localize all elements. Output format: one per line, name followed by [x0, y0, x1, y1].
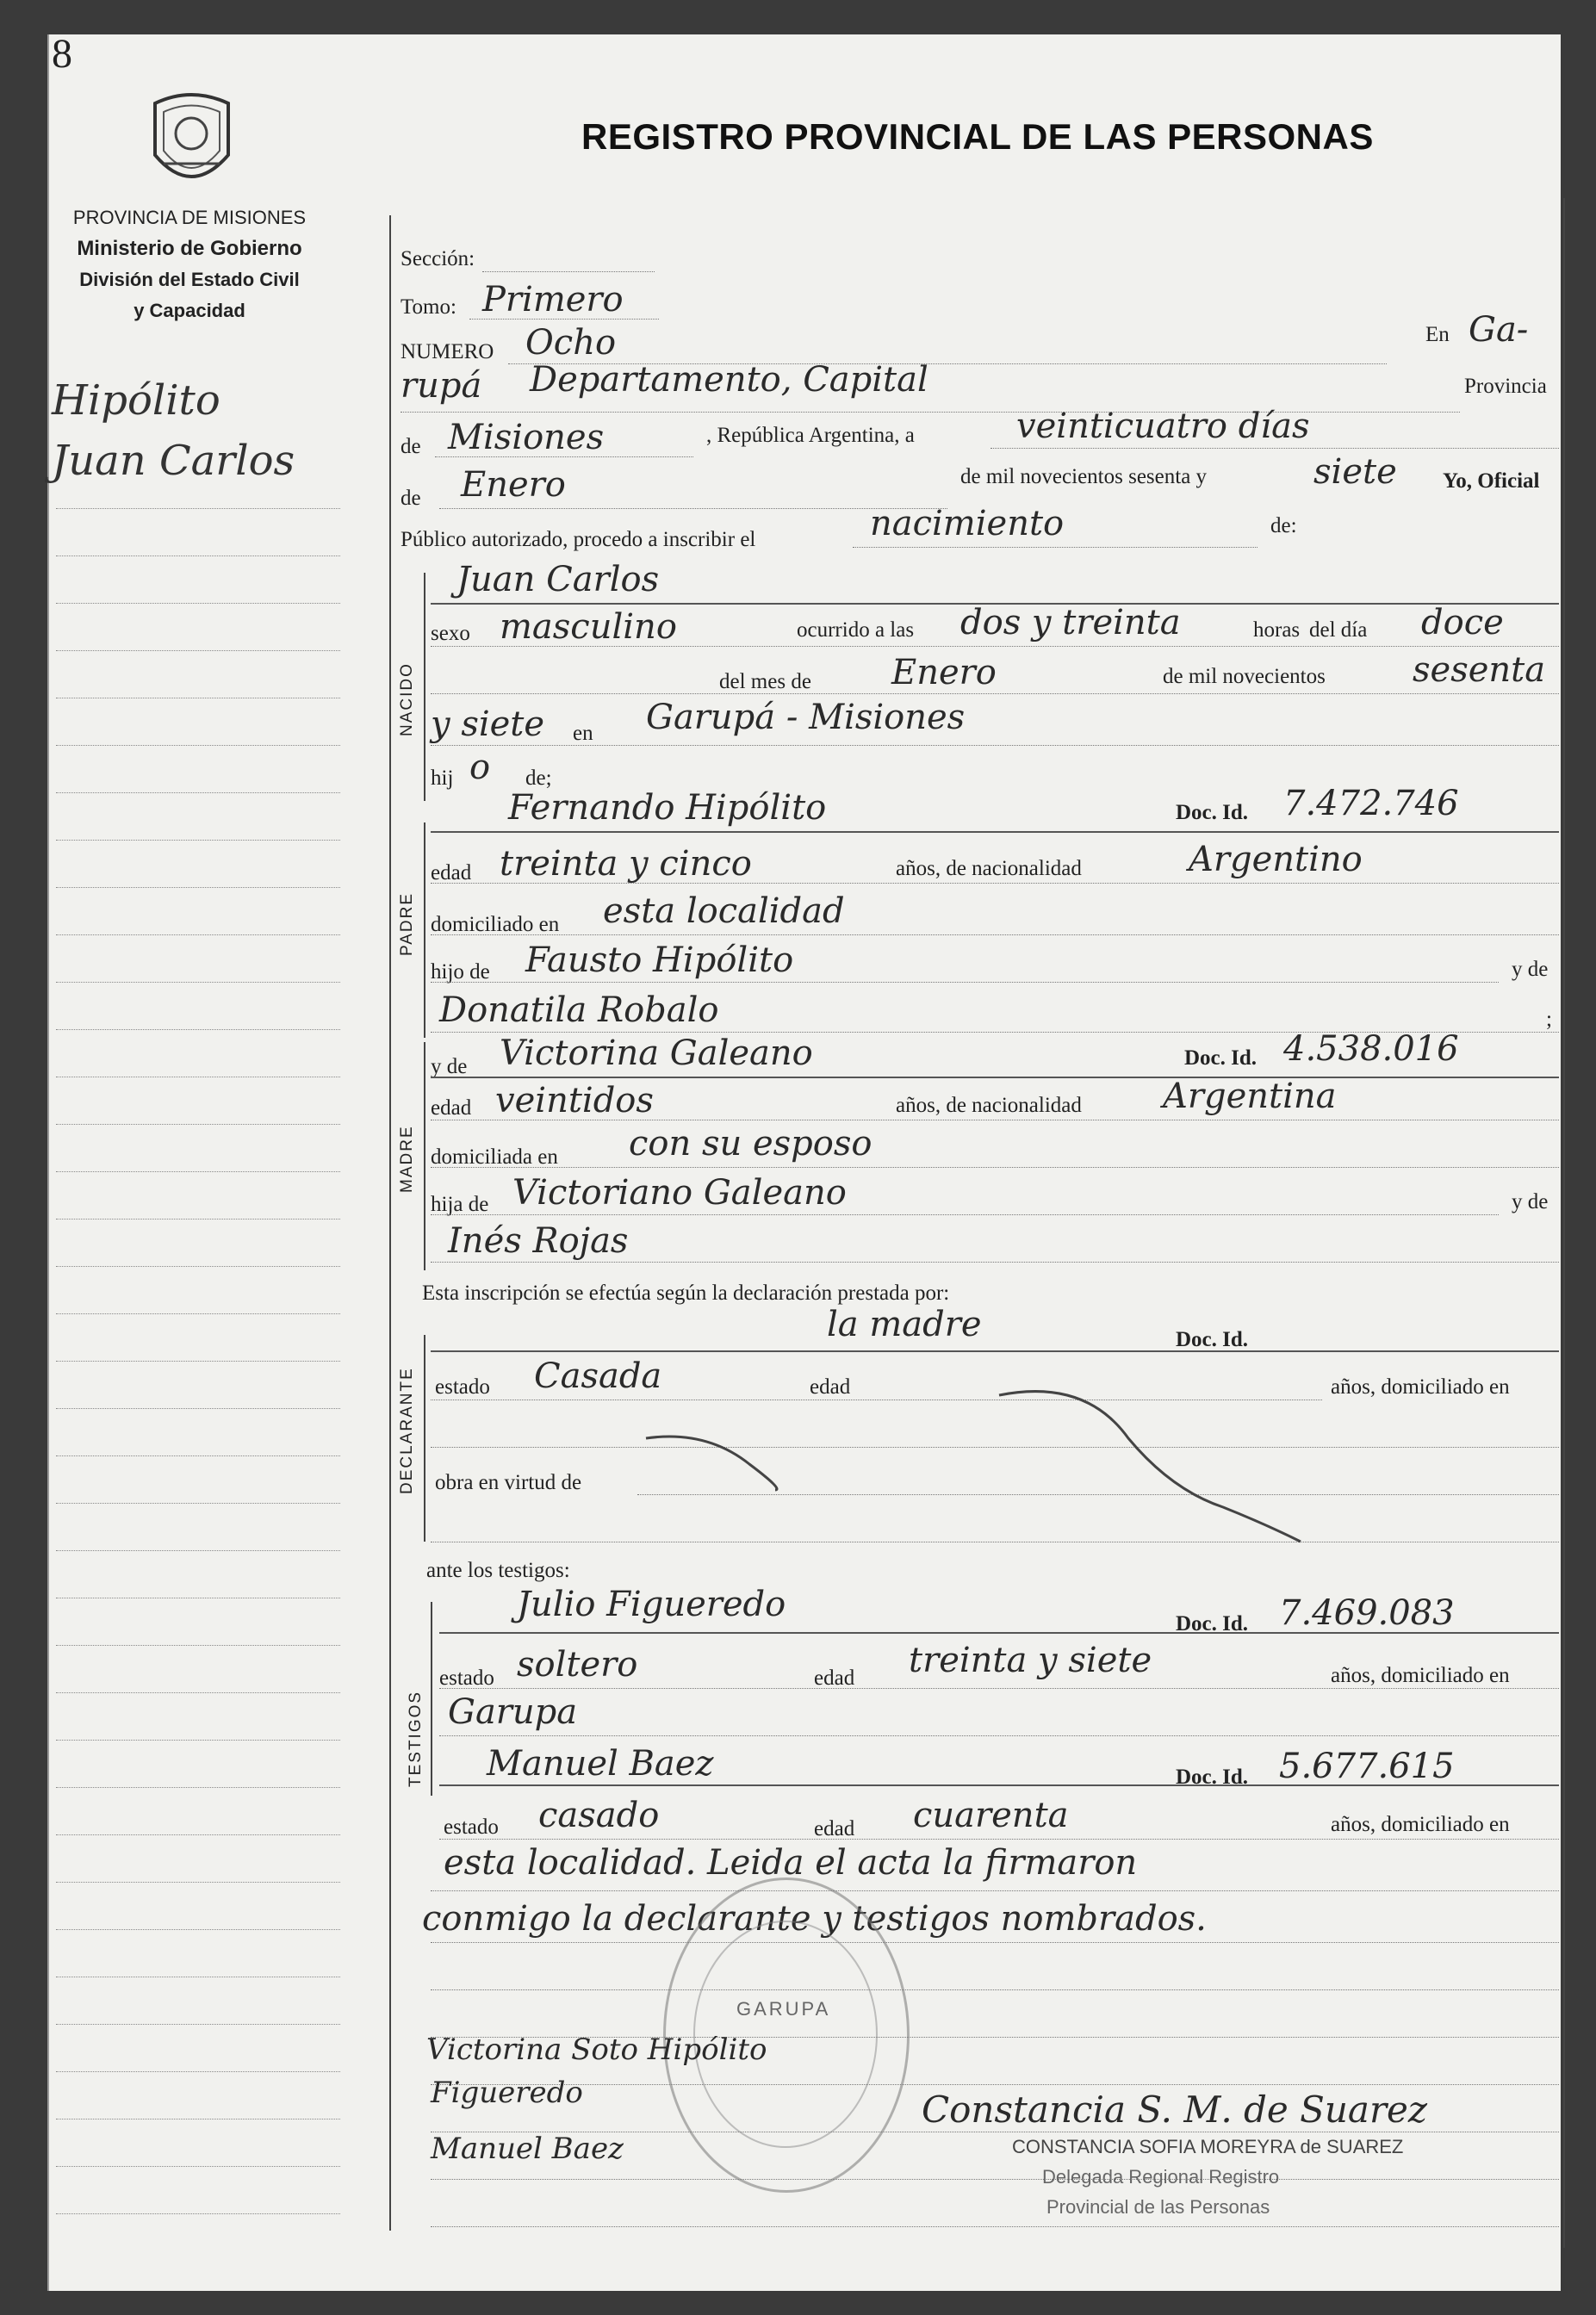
testigos-section-label: TESTIGOS [407, 1690, 425, 1787]
acto-value: nacimiento [870, 504, 1065, 543]
provincia-value: Misiones [448, 418, 605, 457]
obra-label: obra en virtud de [435, 1471, 582, 1494]
testigo1-estado-value: soltero [517, 1645, 638, 1685]
hora-value: dos y treinta [960, 603, 1181, 642]
oficial-label: Yo, Oficial [1443, 469, 1540, 493]
firma-declarante: Victorina Soto Hipólito [426, 2033, 767, 2067]
hijo-label: hij [431, 766, 454, 790]
madre-hija-de-label: hija de [431, 1193, 489, 1216]
madre-nacionalidad-label: años, de nacionalidad [896, 1094, 1082, 1117]
sexo-label: sexo [431, 622, 470, 645]
declarante-doc-label: Doc. Id. [1176, 1328, 1249, 1351]
margin-surname: Hipólito [52, 376, 220, 425]
margin-given-names: Juan Carlos [52, 437, 295, 485]
de3-label: de: [1270, 514, 1297, 537]
declaracion-intro: Esta inscripción se efectúa según la declaración prestada por: [422, 1282, 950, 1305]
del-dia-label: del día [1309, 618, 1368, 642]
org-province: PROVINCIA DE MISIONES [72, 207, 307, 228]
testigo1-doc-value: 7.469.083 [1279, 1593, 1455, 1633]
testigo2-estado-value: casado [538, 1796, 660, 1835]
nacido-section-label: NACIDO [398, 662, 416, 736]
oficial-cargo2: Provincial de las Personas [1046, 2196, 1270, 2218]
madre-doc-label: Doc. Id. [1184, 1046, 1258, 1070]
margin-annotation [52, 370, 295, 491]
abuelo-materno: Victoriano Galeano [512, 1173, 847, 1213]
en-lugar-label: en [573, 722, 593, 745]
declarante-domicilio-label: años, domiciliado en [1331, 1375, 1510, 1399]
document-heading: REGISTRO PROVINCIAL DE LAS PERSONAS [581, 116, 1374, 157]
de2-label: de [401, 487, 421, 510]
abuelo-paterno: Fausto Hipólito [525, 940, 794, 980]
dias-value: veinticuatro días [1016, 407, 1310, 446]
madre-edad-value: veintidos [495, 1081, 654, 1120]
padre-nombre: Fernando Hipólito [508, 788, 827, 828]
padre-y-de-label: y de [1512, 958, 1549, 981]
en-label: En [1425, 323, 1450, 346]
departamento-value: Departamento, Capital [530, 360, 928, 400]
oficial-nombre-impreso: CONSTANCIA SOFIA MOREYRA de SUAREZ [1012, 2136, 1404, 2157]
abuela-materna: Inés Rojas [448, 1221, 629, 1261]
testigo1-domicilio-value: Garupa [448, 1692, 578, 1732]
madre-section-label: MADRE [398, 1125, 416, 1193]
madre-domicilio-value: con su esposo [629, 1124, 873, 1164]
testigo1-nombre: Julio Figueredo [517, 1585, 786, 1624]
testigo2-doc-label: Doc. Id. [1176, 1766, 1249, 1789]
stamp-text: GARUPA [736, 1998, 831, 2020]
madre-y-de-label: y de [431, 1055, 468, 1078]
nacido-nombre: Juan Carlos [456, 560, 660, 599]
madre-nacionalidad-value: Argentina [1163, 1077, 1337, 1116]
provincial-seal-icon [138, 86, 245, 198]
padre-nacionalidad-label: años, de nacionalidad [896, 857, 1082, 880]
seccion-label: Sección: [401, 247, 475, 270]
padre-hijo-de-label: hijo de [431, 960, 490, 984]
testigo1-edad-value: treinta y siete [909, 1641, 1152, 1680]
firma-oficial: Constancia S. M. de Suarez [922, 2088, 1428, 2131]
page-number: 8 [52, 31, 72, 77]
right-border [1563, 198, 1565, 2248]
en-value-continued: rupá [401, 366, 482, 406]
org-division: División del Estado Civil [79, 269, 300, 290]
dia-value: doce [1421, 603, 1504, 642]
hijo-de-label: de; [525, 766, 552, 790]
madre-edad-label: edad [431, 1096, 472, 1120]
declarante-value: la madre [827, 1305, 982, 1344]
declarante-strike-lines [637, 1387, 1309, 1559]
publico-label: Público autorizado, procedo a inscribir el [401, 528, 756, 551]
testigo1-doc-label: Doc. Id. [1176, 1612, 1249, 1635]
tomo-value: Primero [482, 280, 624, 320]
padre-edad-label: edad [431, 861, 472, 884]
de-label: de [401, 435, 421, 458]
testigo1-edad-label: edad [814, 1666, 855, 1690]
org-capacity: y Capacidad [134, 300, 245, 321]
oficial-cargo1: Delegada Regional Registro [1042, 2166, 1280, 2188]
testigo2-edad-label: edad [814, 1817, 855, 1840]
republica-label: , República Argentina, a [706, 424, 915, 447]
provincia-label: Provincia [1464, 375, 1547, 398]
abuela-paterna: Donatila Robalo [439, 990, 719, 1030]
padre-doc-value: 7.472.746 [1283, 784, 1459, 823]
testigo2-doc-value: 5.677.615 [1279, 1747, 1455, 1786]
padre-domicilio-label: domiciliado en [431, 913, 560, 936]
anio-nacimiento-value: sesenta [1413, 650, 1546, 690]
testigo1-domicilio-label: años, domiciliado en [1331, 1664, 1510, 1687]
firma-testigo2: Manuel Baez [431, 2132, 624, 2166]
padre-doc-label: Doc. Id. [1176, 801, 1249, 824]
mes-nacimiento-value: Enero [891, 653, 997, 692]
padre-punto: ; [1546, 1008, 1552, 1031]
padre-section-label: PADRE [398, 891, 416, 956]
madre-doc-value: 4.538.016 [1283, 1029, 1459, 1069]
declarante-edad-label: edad [810, 1375, 851, 1399]
hijo-value: o [469, 748, 491, 787]
madre-y-de-label: y de [1512, 1190, 1549, 1213]
declarante-section-label: DECLARANTE [398, 1367, 416, 1494]
declarante-estado-label: estado [435, 1375, 490, 1399]
numero-value: Ocho [525, 323, 617, 363]
ocurrido-label: ocurrido a las [797, 618, 915, 642]
testigo2-nombre: Manuel Baez [487, 1744, 714, 1784]
testigo2-domicilio-value: esta localidad. Leida el acta la firmaron [444, 1843, 1138, 1883]
mil-label: de mil novecientos sesenta y [960, 465, 1208, 488]
testigo2-estado-label: estado [444, 1815, 499, 1839]
mes-value: Enero [461, 465, 566, 505]
issuing-office [43, 202, 336, 326]
testigo2-domicilio-label: años, domiciliado en [1331, 1813, 1510, 1836]
horas-label: horas [1253, 618, 1301, 642]
numero-label: NUMERO [401, 340, 494, 363]
mil-novecientos-label: de mil novecientos [1163, 665, 1326, 688]
column-divider [389, 215, 391, 2231]
padre-domicilio-value: esta localidad [603, 891, 845, 931]
firma-testigo1: Figueredo [431, 2076, 583, 2110]
madre-nombre: Victorina Galeano [500, 1033, 813, 1073]
testigos-intro: ante los testigos: [426, 1559, 570, 1582]
padre-edad-value: treinta y cinco [500, 844, 752, 884]
lugar-value: Garupá - Misiones [646, 698, 966, 737]
tomo-label: Tomo: [401, 295, 456, 319]
sexo-value: masculino [500, 607, 677, 647]
en-value: Ga- [1469, 310, 1529, 350]
testigo1-estado-label: estado [439, 1666, 494, 1690]
padre-nacionalidad-value: Argentino [1189, 840, 1363, 879]
anio-value: siete [1313, 452, 1397, 492]
cierre-texto: conmigo la declarante y testigos nombrados. [422, 1899, 1207, 1939]
org-ministry: Ministerio de Gobierno [77, 237, 302, 260]
testigo2-edad-value: cuarenta [913, 1796, 1069, 1835]
madre-domicilio-label: domiciliada en [431, 1145, 558, 1169]
anio-nacimiento-value2: y siete [431, 704, 545, 744]
declarante-estado-value: Casada [534, 1356, 662, 1396]
del-mes-label: del mes de [719, 670, 811, 693]
